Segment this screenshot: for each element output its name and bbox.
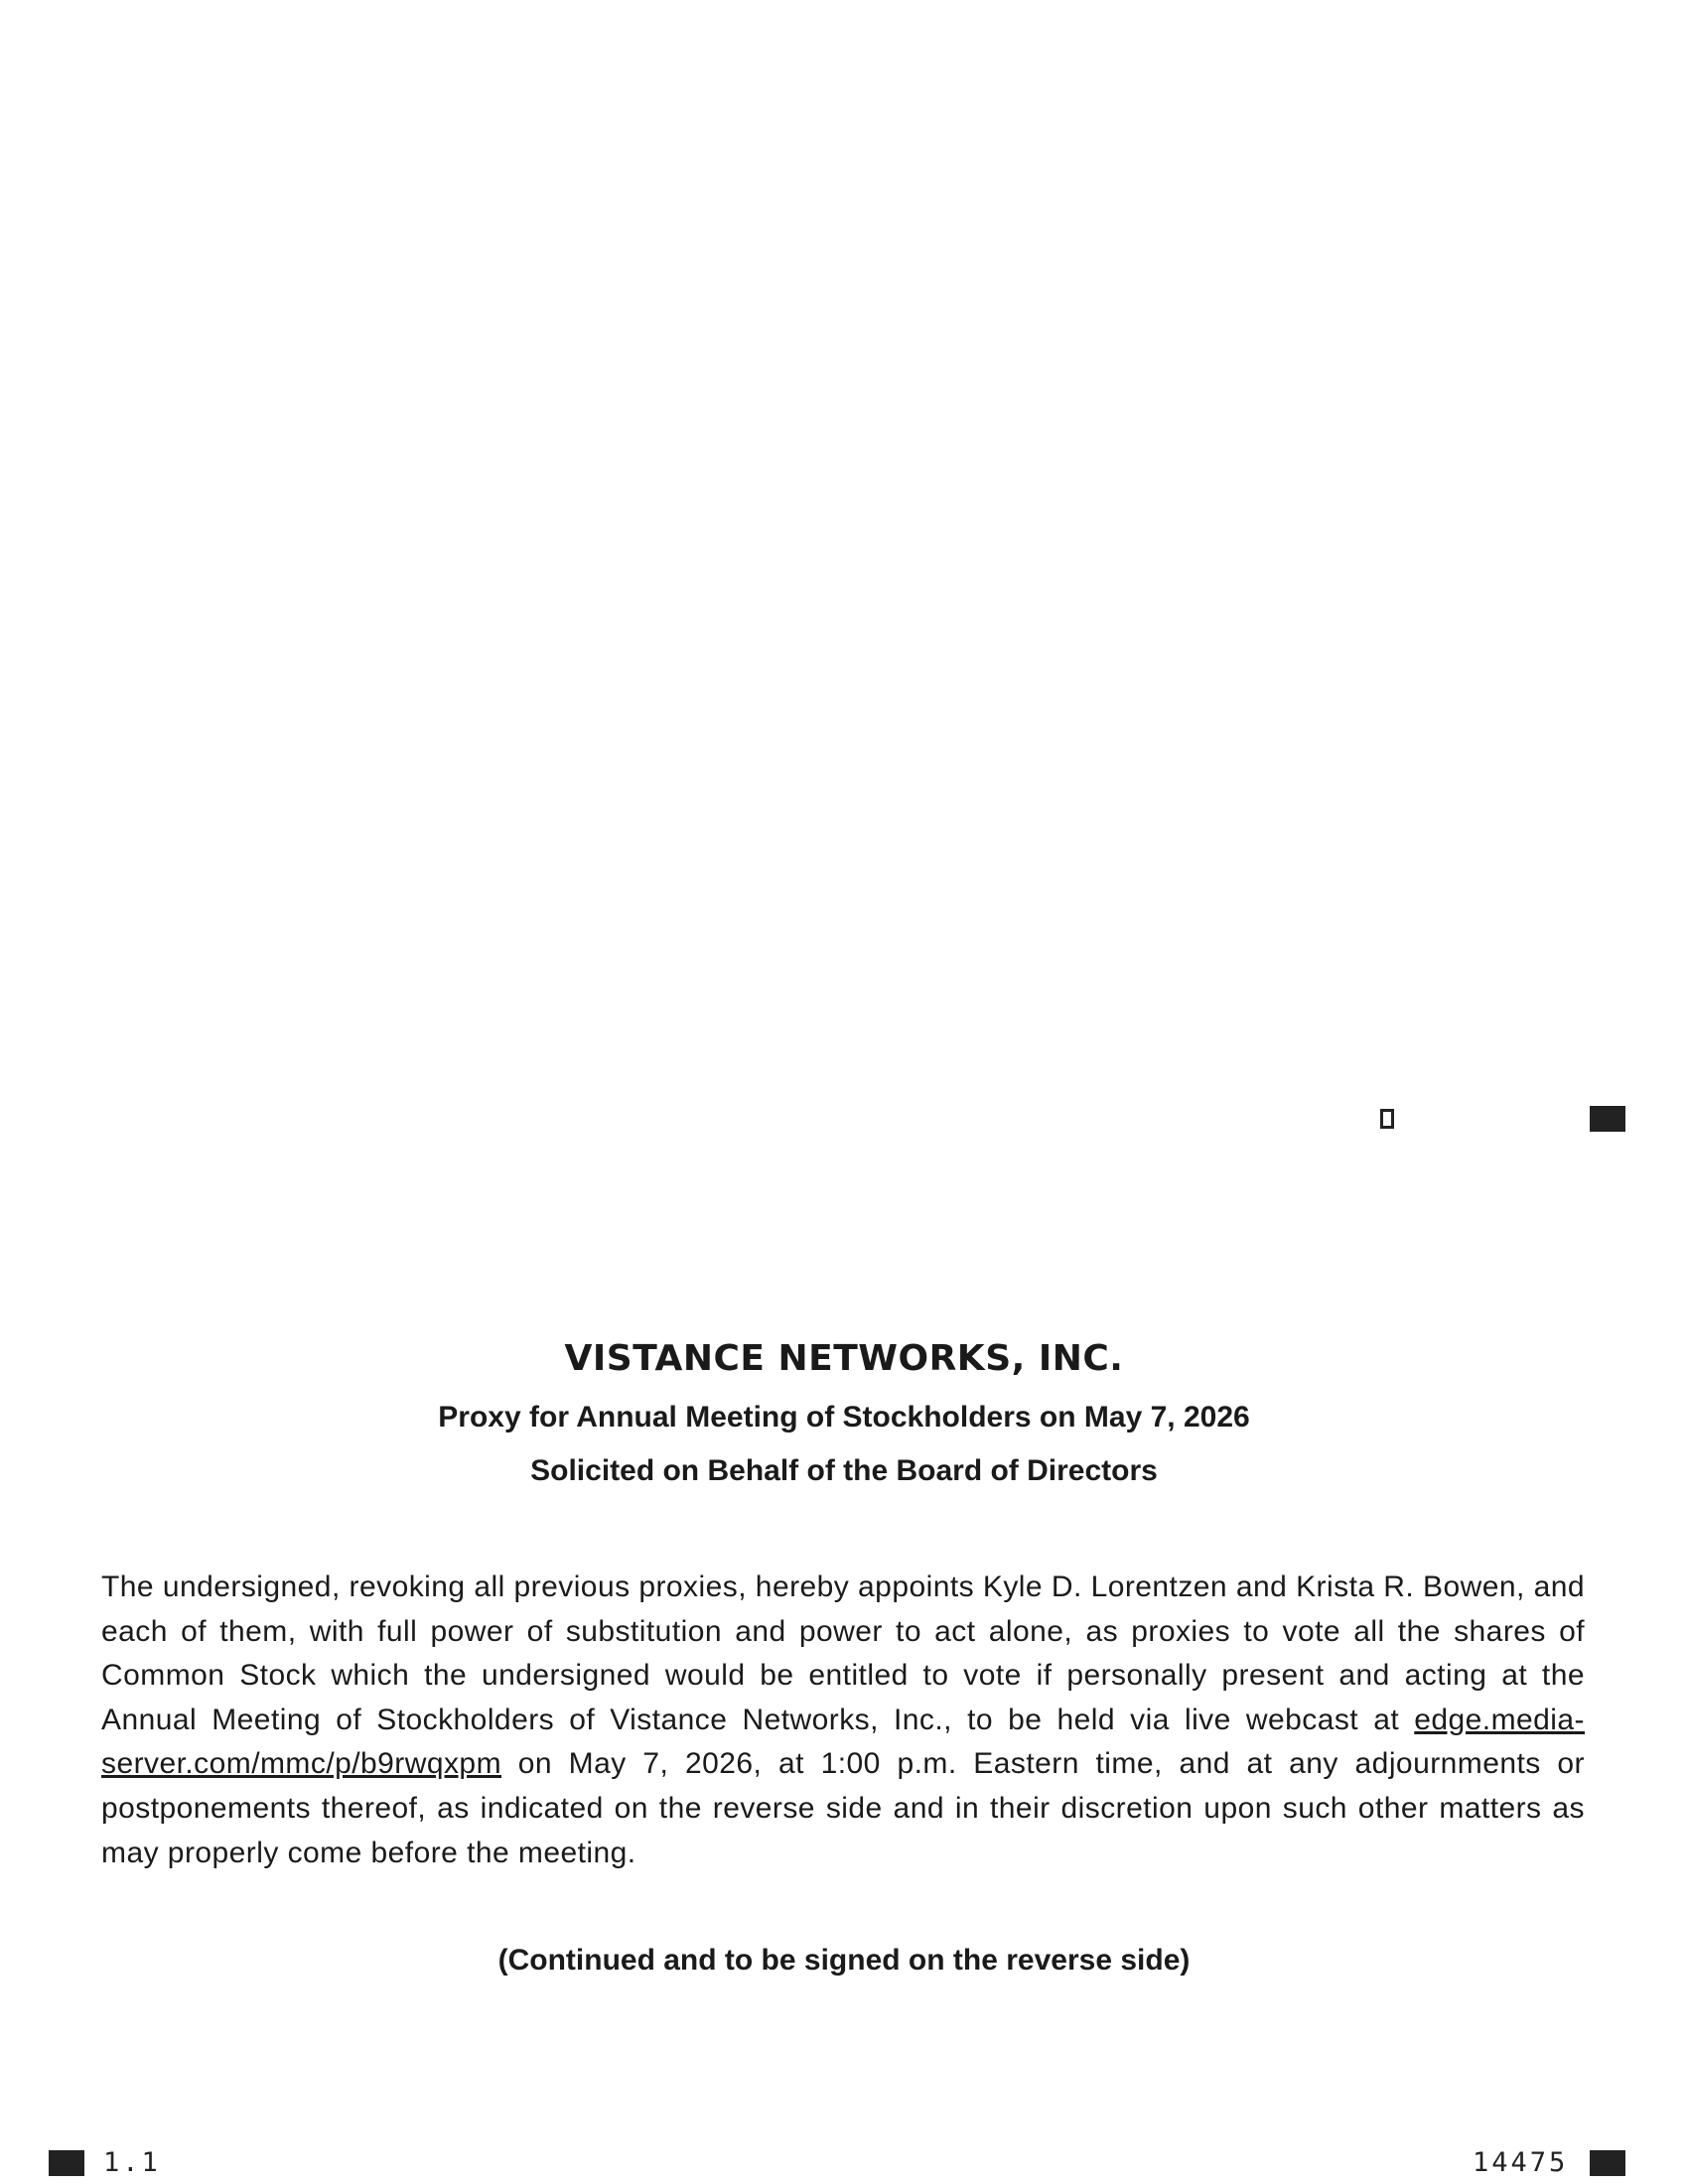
continued-note: (Continued and to be signed on the reverse side): [497, 1944, 1191, 1977]
registration-mark-bottom-left: [49, 2150, 84, 2176]
footer-right-code: 14475: [1473, 2147, 1569, 2178]
company-name: VISTANCE NETWORKS, INC.: [564, 1338, 1124, 1379]
registration-mark-top-right: [1590, 1106, 1625, 1132]
body-text-after-link: on May 7, 2026, at 1:00 p.m. Eastern time, and at any adjournments or postponements thereof, as indicated on the reverse side and in their discretion upon such other matters as may properly come before the meeting.: [101, 1747, 1585, 1869]
solicitation-subtitle: Solicited on Behalf of the Board of Directors: [530, 1454, 1158, 1487]
registration-mark-bottom-right: [1590, 2150, 1625, 2176]
meeting-subtitle: Proxy for Annual Meeting of Stockholders on May 7, 2026: [438, 1401, 1250, 1433]
footer-left-code: 1.1: [103, 2147, 161, 2178]
body-text-before-link: The undersigned, revoking all previous proxies, hereby appoints Kyle D. Lorentzen and Krista R. Bowen, and each of them, with full power of substitution and power to act alone, as proxies to vote all the shares of Common Stock which the undersigned would be entitled to vote if personally present and acting at the Annual Meeting of Stockholders of Vistance Networks, Inc., to be held via live webcast at: [101, 1570, 1585, 1736]
webcast-link[interactable]: edge.media-server.com/mmc/p/b9rwqxpm: [101, 1703, 1585, 1781]
proxy-body-paragraph: [101, 1566, 1585, 1875]
registration-mark-hollow: [1380, 1109, 1394, 1129]
